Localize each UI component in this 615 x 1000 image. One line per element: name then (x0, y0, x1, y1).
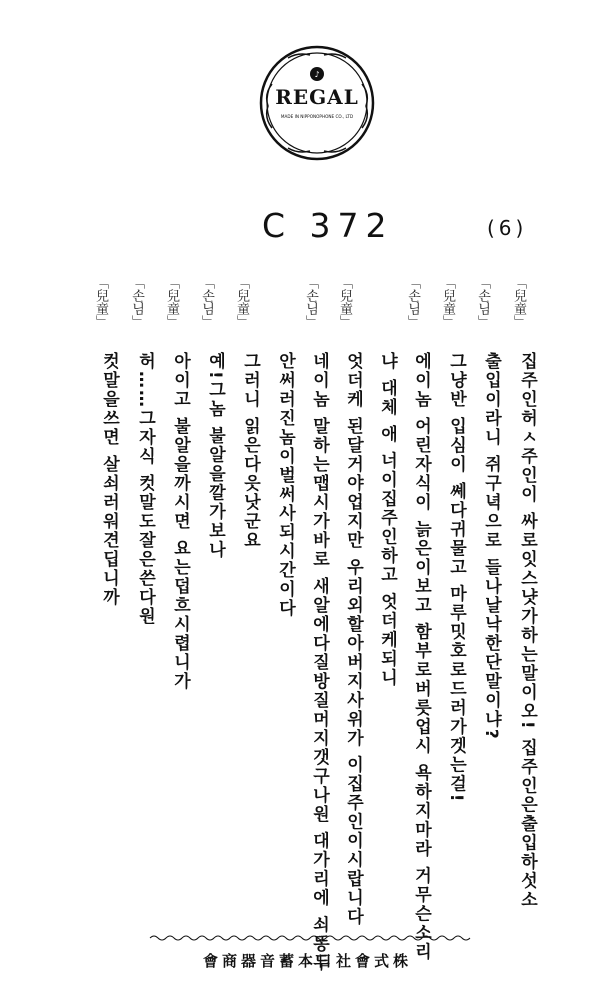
catalog-number: C 372 (262, 206, 394, 245)
speaker-label: 「손님」 (475, 276, 490, 328)
speaker-label: 「兒童」 (511, 276, 526, 328)
regal-logo (258, 44, 376, 162)
dialogue-line: 출입이라니 쥐구녁으로 들나날낙한단말이냐? (481, 352, 501, 741)
speaker-label: 「兒童」 (93, 276, 108, 328)
speaker-label: 「손님」 (303, 276, 318, 328)
dialogue-column (165, 276, 195, 916)
dialogue-line: 에이놈 어린자식이 늙은이보고 함부로버릇업시 욕하지마라 거무슨소리 (411, 352, 431, 962)
dialogue-line: 그러니 읽은다읏낫군요 (240, 352, 260, 550)
dialogue-line: 예!그놈 불알을깔가보나 (205, 352, 225, 560)
dialogue-column (200, 276, 230, 916)
logo-small-print: MADE IN NIPPONOPHONE CO., LTD (280, 114, 354, 119)
dialogue-column (303, 276, 334, 973)
regal-logo-emblem (258, 44, 376, 162)
speaker-label: 「兒童」 (164, 276, 179, 328)
dialogue-column (235, 276, 265, 916)
page-number: (6) (487, 216, 528, 240)
dialogue-column (512, 276, 542, 916)
dialogue-column (337, 276, 368, 927)
dialogue-line: 컷말을쓰면 살쇠러워견딥니까 (99, 352, 119, 607)
dialogue-line: 엇더케 된달거야업지만 우리외할아버지사위가 이집주인이시랍니다 (343, 352, 363, 927)
speaker-label: 「손님」 (405, 276, 420, 328)
speaker-label: 「兒童」 (337, 276, 352, 328)
speaker-label: 「손님」 (199, 276, 214, 328)
dialogue-line: 허……그자식 컷말도잘은쓴다원 (135, 352, 155, 626)
dialogue-line: 집주인허ㅅ주인이 싸로잇스냣가하는말이오! 집주인은출입하섯소 (517, 352, 537, 910)
speaker-label: 「兒童」 (440, 276, 455, 328)
dialogue-column (441, 276, 471, 916)
dialogue-column (372, 276, 402, 916)
dialogue-line: 그냥반 입심이 쎼다귀물고 마루밋호로드러가겟는걸! (446, 352, 466, 804)
dialogue-column (94, 276, 124, 916)
logo-brand: REGAL (275, 85, 359, 109)
company-name: 會商器音蓄本日社會式株 (202, 952, 412, 970)
dialogue-column (130, 276, 160, 916)
footer-wavy-rule (150, 934, 470, 942)
speaker-label: 「兒童」 (234, 276, 249, 328)
dialogue-column (270, 276, 300, 916)
svg-text:♪: ♪ (314, 70, 320, 79)
dialogue-column (405, 276, 436, 962)
dialogue-line: 아이고 불알을까시면 요는덥흐시렵니가 (170, 352, 190, 691)
dialogue-column (476, 276, 506, 916)
speaker-label: 「손님」 (129, 276, 144, 328)
dialogue-line: 네이놈 말하는맵시가바로 새알에다질방질머지갯구나원 대가리에 쇠똥두 (309, 352, 329, 973)
dialogue-line: 냐 대체 애 너이집주인하고 엇더케되니 (377, 352, 397, 688)
dialogue-line: 안써러진놈이벌써사되시간이다 (275, 352, 295, 618)
